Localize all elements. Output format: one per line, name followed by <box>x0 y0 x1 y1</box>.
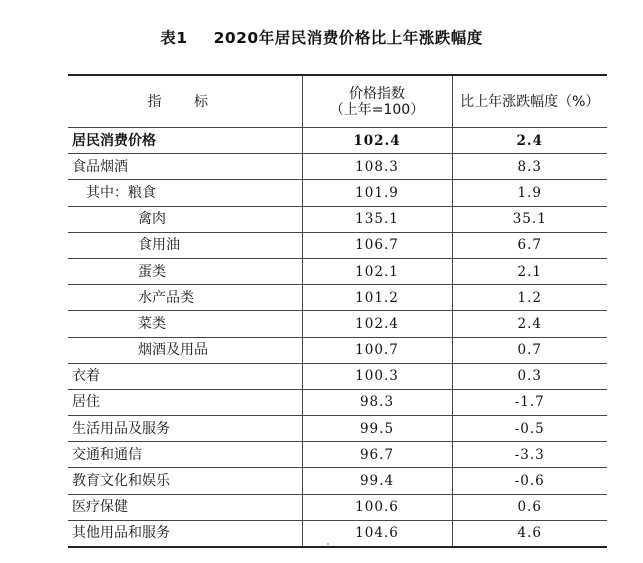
row-price-index-cell: 100.7 <box>302 337 452 363</box>
row-indicator-cell: 烟酒及用品 <box>68 337 302 363</box>
row-indicator-cell: 教育文化和娱乐 <box>68 468 302 494</box>
row-change-cell: 0.6 <box>452 494 607 520</box>
row-change-cell: 6.7 <box>452 232 607 258</box>
row-price-index-cell: 100.6 <box>302 494 452 520</box>
table-title <box>0 26 643 48</box>
table-row <box>68 416 607 442</box>
header-indicator: 指 标 <box>68 75 302 128</box>
header-price-index <box>302 75 452 128</box>
table-row <box>68 337 607 363</box>
row-indicator-cell: 禽肉 <box>68 206 302 232</box>
row-indicator-cell: 菜类 <box>68 311 302 337</box>
header-price-index-line2: （上年=100） <box>329 101 425 118</box>
row-change-cell: 4.6 <box>452 520 607 547</box>
row-price-index-cell: 100.3 <box>302 363 452 389</box>
row-price-index-cell: 108.3 <box>302 154 452 180</box>
price-index-table <box>68 74 607 548</box>
row-change-cell: 2.4 <box>452 311 607 337</box>
row-price-index-cell: 101.9 <box>302 180 452 206</box>
row-indicator-cell: 交通和通信 <box>68 442 302 468</box>
row-indicator-cell: 医疗保健 <box>68 494 302 520</box>
row-price-index-cell: 104.6 <box>302 520 452 547</box>
row-indicator-cell: 食品烟酒 <box>68 154 302 180</box>
row-change-cell: 1.2 <box>452 285 607 311</box>
table-body <box>68 128 607 548</box>
row-indicator-cell: 居住 <box>68 389 302 415</box>
row-change-cell: -0.6 <box>452 468 607 494</box>
row-price-index-cell: 102.4 <box>302 311 452 337</box>
row-indicator-cell: 居民消费价格 <box>68 128 302 154</box>
page-marker-dot <box>327 543 329 545</box>
row-change-cell: -3.3 <box>452 442 607 468</box>
row-price-index-cell: 96.7 <box>302 442 452 468</box>
row-change-cell: 0.3 <box>452 363 607 389</box>
table-row <box>68 258 607 284</box>
row-change-cell: 8.3 <box>452 154 607 180</box>
row-change-cell: 1.9 <box>452 180 607 206</box>
table-row <box>68 285 607 311</box>
row-price-index-cell: 99.5 <box>302 416 452 442</box>
table-row <box>68 232 607 258</box>
row-change-cell: -1.7 <box>452 389 607 415</box>
table-row <box>68 520 607 547</box>
row-price-index-cell: 98.3 <box>302 389 452 415</box>
row-change-cell: 2.1 <box>452 258 607 284</box>
row-indicator-cell: 蛋类 <box>68 258 302 284</box>
row-price-index-cell: 106.7 <box>302 232 452 258</box>
row-price-index-cell: 102.1 <box>302 258 452 284</box>
table-row <box>68 154 607 180</box>
table-row <box>68 363 607 389</box>
row-indicator-cell: 食用油 <box>68 232 302 258</box>
header-change: 比上年涨跌幅度（%） <box>452 75 607 128</box>
row-price-index-cell: 101.2 <box>302 285 452 311</box>
table-title-text: 2020年居民消费价格比上年涨跌幅度 <box>213 29 483 47</box>
table-row <box>68 128 607 154</box>
header-row <box>68 75 607 128</box>
row-change-cell: 35.1 <box>452 206 607 232</box>
table-row <box>68 180 607 206</box>
table-row <box>68 389 607 415</box>
row-change-cell: -0.5 <box>452 416 607 442</box>
row-price-index-cell: 102.4 <box>302 128 452 154</box>
row-indicator-cell: 衣着 <box>68 363 302 389</box>
table-row <box>68 468 607 494</box>
row-indicator-cell: 生活用品及服务 <box>68 416 302 442</box>
row-price-index-cell: 135.1 <box>302 206 452 232</box>
row-indicator-cell: 其他用品和服务 <box>68 520 302 547</box>
row-change-cell: 2.4 <box>452 128 607 154</box>
table-row <box>68 311 607 337</box>
header-price-index-line1: 价格指数 <box>349 85 405 102</box>
table-row <box>68 494 607 520</box>
row-change-cell: 0.7 <box>452 337 607 363</box>
row-indicator-cell: 其中：粮食 <box>68 180 302 206</box>
table-number: 表1 <box>160 29 188 47</box>
table-row <box>68 442 607 468</box>
row-indicator-cell: 水产品类 <box>68 285 302 311</box>
row-price-index-cell: 99.4 <box>302 468 452 494</box>
table-row <box>68 206 607 232</box>
